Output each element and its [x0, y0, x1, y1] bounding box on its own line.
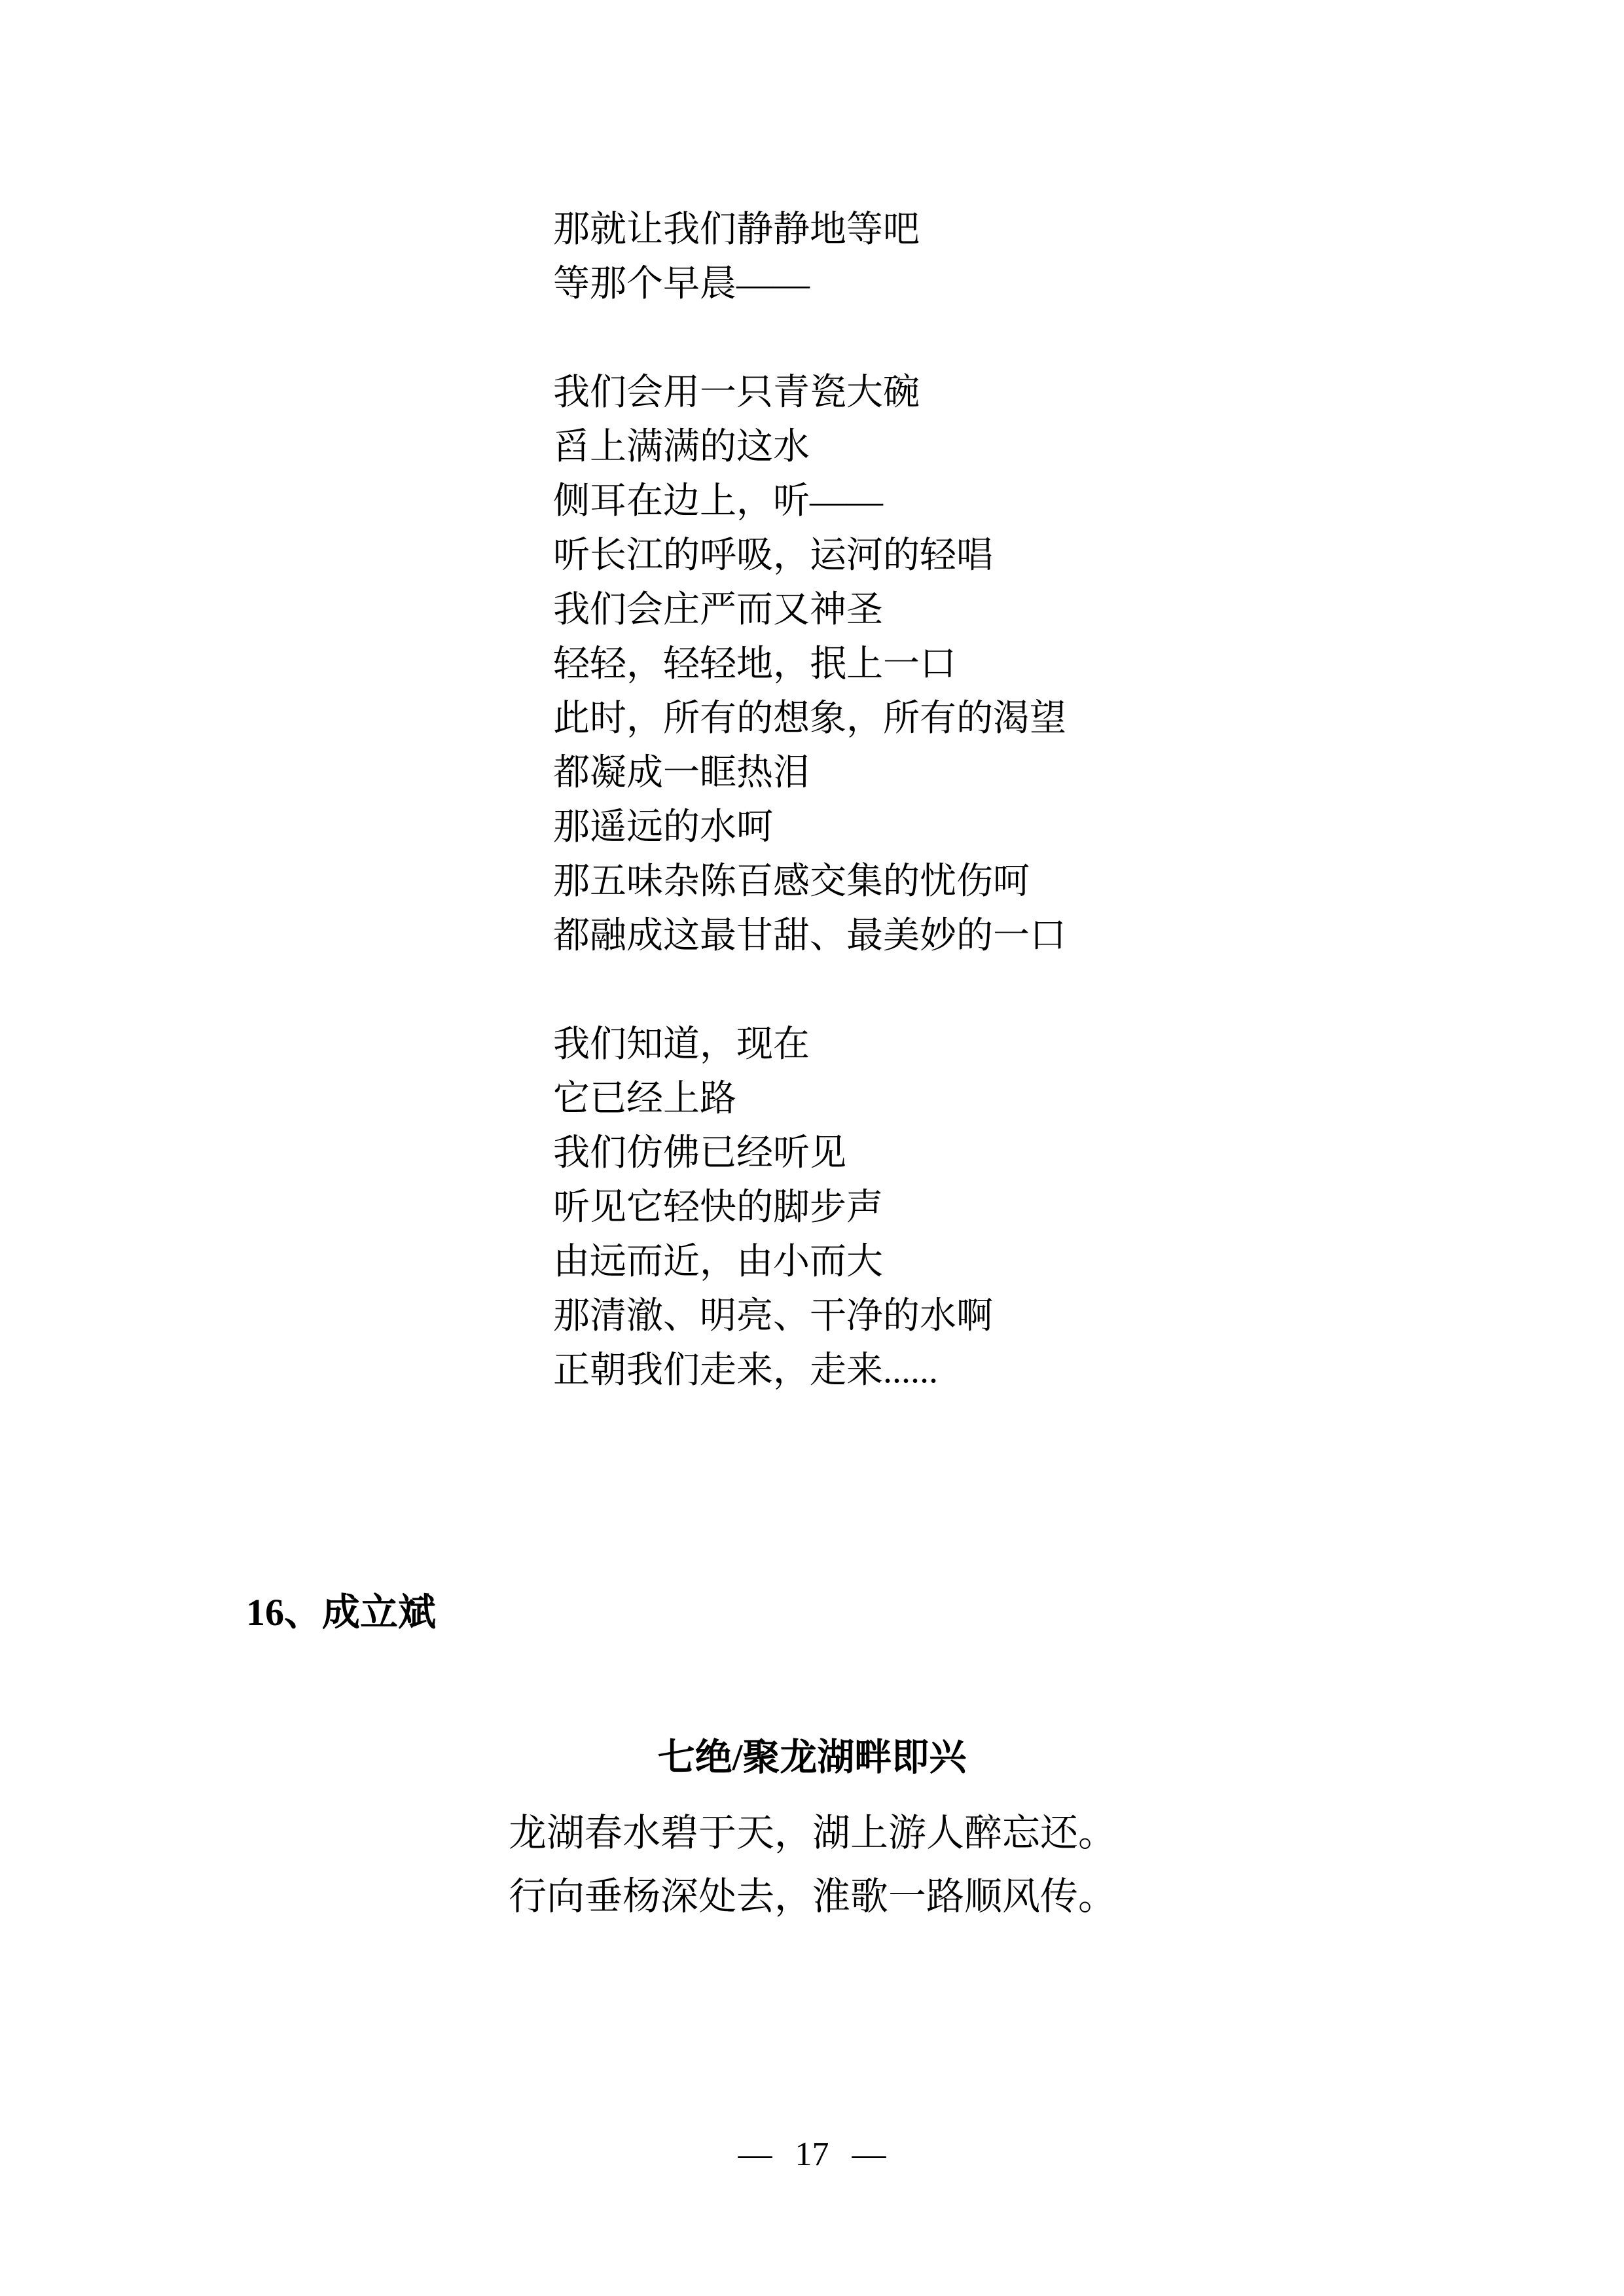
quatrain-poem: [509, 1801, 1116, 1928]
poem-line: 等那个早晨——: [553, 264, 810, 304]
poem-line: 我们会用一只青瓷大碗: [553, 372, 920, 413]
poem-line: 正朝我们走来，走来......: [553, 1350, 938, 1391]
poem-line: 那清澈、明亮、干净的水啊: [553, 1296, 993, 1336]
poem-line: 舀上满满的这水: [553, 427, 810, 467]
poem-title: 七绝/聚龙湖畔即兴: [657, 1737, 967, 1778]
poem-line: 它已经上路: [553, 1079, 736, 1119]
poem-line: 我们会庄严而又神圣: [553, 590, 883, 630]
poem-line: 由远而近，由小而大: [553, 1242, 883, 1282]
poem-line: 都凝成一眶热泪: [553, 753, 810, 793]
poem-line: 那就让我们静静地等吧: [553, 209, 920, 250]
free-verse-poem: [553, 203, 1066, 1398]
quatrain-line: 行向垂杨深处去，淮歌一路顺风传。: [509, 1875, 1117, 1918]
poem-line: 那遥远的水呵: [553, 807, 773, 848]
stanza-3: [553, 1018, 1066, 1398]
section-author-heading: 16、成立斌: [246, 1591, 437, 1634]
poem-line: 听见它轻快的脚步声: [553, 1187, 883, 1228]
poem-line: 侧耳在边上，听——: [553, 481, 883, 522]
stanza-1: [553, 203, 1066, 312]
poem-line: 轻轻，轻轻地，抿上一口: [553, 644, 956, 685]
poem-line: 我们知道，现在: [553, 1024, 810, 1065]
poem-line: 此时，所有的想象，所有的渴望: [553, 698, 1066, 739]
poem-line: 我们仿佛已经听见: [553, 1133, 846, 1174]
quatrain-line: 龙湖春水碧于天，湖上游人醉忘还。: [509, 1812, 1117, 1854]
poem-line: 听长江的呼吸，运河的轻唱: [553, 535, 993, 576]
poem-line: 都融成这最甘甜、最美妙的一口: [553, 916, 1066, 956]
stanza-2: [553, 366, 1066, 963]
poem-line: 那五味杂陈百感交集的忧伤呵: [553, 861, 1030, 902]
page-number: — 17 —: [738, 2136, 886, 2173]
